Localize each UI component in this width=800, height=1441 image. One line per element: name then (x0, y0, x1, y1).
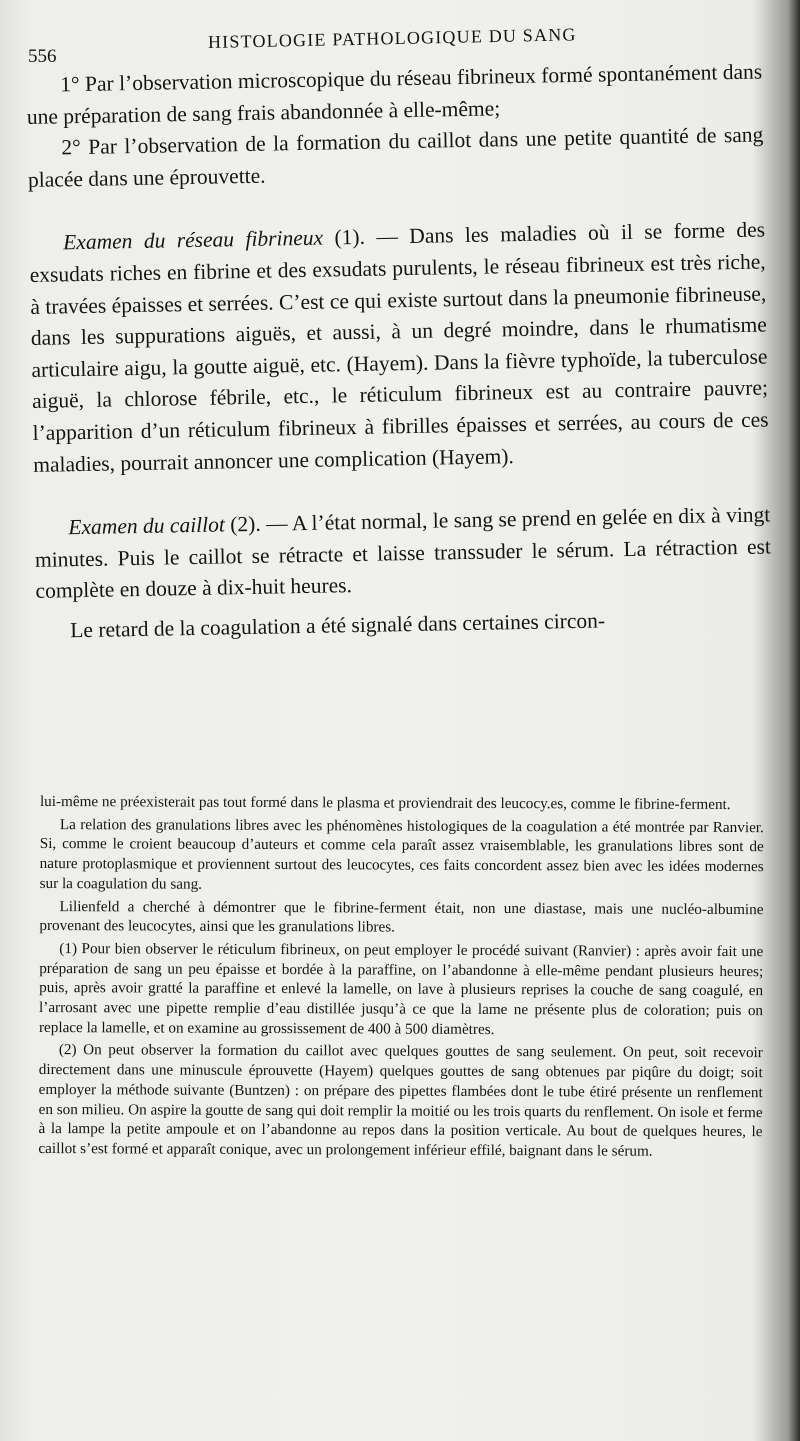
section-caillot (34, 500, 772, 608)
footnote-1: (1) Pour bien observer le réticulum fibrineux, on peut employer le procédé suivant (Ranvier) : après avoir fait une préparation de sang un peu épaisse et bordée à la paraffine, on l’abandonne à elle-même pendant plusieurs heures; puis, après avoir gratté la paraffine et enlevé la lamelle, on lave à plusieurs reprises la couche de sang coagulé, en l’arrosant avec une pipette remplie d’eau distillée jusqu’à ce que la lame ne présente plus de coloration; puis on replace la lamelle, et on examine au grossissement de 400 à 500 diamètres. (38, 940, 764, 1038)
footnotes (38, 792, 764, 1165)
section-reseau-fibrineux (29, 215, 770, 481)
main-text (26, 57, 772, 648)
footnote-ref: (2). — (224, 511, 293, 537)
footnote-granulations: La relation des granulations libres avec les phénomènes histologiques de la coagulation a été montrée par Ranvier. Si, comme le croient beaucoup d’auteurs et comme cela paraît assez vraisemblable, les granulations libres sont de nature protoplasmique et proviennent surtout des leucocytes, ces faits concordent assez bien avec les idées modernes sur la coagulation du sang. (39, 815, 764, 893)
list-item-1: 1° Par l’observation microscopique du réseau fibrineux formé spontanément dans une préparation de sang frais abandonnée à elle-même; (26, 59, 763, 129)
footnote-2: (2) On peut observer la formation du caillot avec quelques gouttes de sang seulement. On peut, soit recevoir directement dans une minuscule éprouvette (Hayem) quelques gouttes de sang obtenues par piqûre du doigt; soit employer la méthode suivante (Buntzen) : on prépare des pipettes flambées dont le tube étiré présente un renflement en son milieu. On aspire la goutte de sang qui doit remplir la moitié ou les trois quarts du renflement. On isole et ferme à la lampe la petite ampoule et on l’abandonne au repos dans la position verticale. Au bout de quelques heures, le caillot s’est formé et apparaît conique, avec un prolongement inférieur effilé, baignant dans le sérum. (38, 1041, 763, 1160)
section-text: A l’état normal, le sang se prend en gelée en dix à vingt minutes. Puis le caillot se rétracte et laisse transsuder le sérum. La rétraction est complète en douze à dix-huit heures. (34, 502, 772, 604)
list-item-2: 2° Par l’observation de la formation du caillot dans une petite quantité de sang placée dans une éprouvette. (27, 122, 764, 192)
page-header (28, 24, 770, 67)
section-text: Dans les maladies où il se forme des exsudats riches en fibrine et des exsudats purulents, le réseau fibrineux est très riche, à travées épaisses et serrées. C’est ce qui existe surtout dans la pneumonie fibrineuse, dans les suppurations aiguës, et aussi, à un degré moindre, dans le rhumatisme articulaire aigu, la goutte aiguë, etc. (Hayem). Dans la fièvre typhoïde, la tuberculose aiguë, la chlorose fébrile, etc., le réticulum fibrineux est au contraire pauvre; l’apparition d’un réticulum fibrineux à fibrilles épaisses et serrées, au cours de ces maladies, pourrait annoncer une complication (Hayem). (29, 217, 769, 477)
paragraph-retard: Le retard de la coagulation a été signalé dans certaines circon- (70, 608, 606, 643)
footnote-ref: (1). — (322, 224, 410, 250)
running-title: HISTOLOGIE PATHOLOGIQUE DU SANG (207, 24, 577, 52)
footnote-continuation: lui-même ne préexisterait pas tout formé dans le plasma et proviendrait des leucocy.es, comme le fibrine-ferment. (39, 793, 731, 814)
page-number: 556 (28, 46, 57, 67)
section-title: Examen du réseau fibrineux (62, 225, 324, 255)
section-title: Examen du caillot (68, 512, 226, 540)
footnote-lilienfeld: Lilienfeld a cherché à démontrer que le fibrine-ferment était, non une diastase, mais une nucléo-albumine provenant des leucocytes, ainsi que les granulations libres. (39, 897, 764, 936)
